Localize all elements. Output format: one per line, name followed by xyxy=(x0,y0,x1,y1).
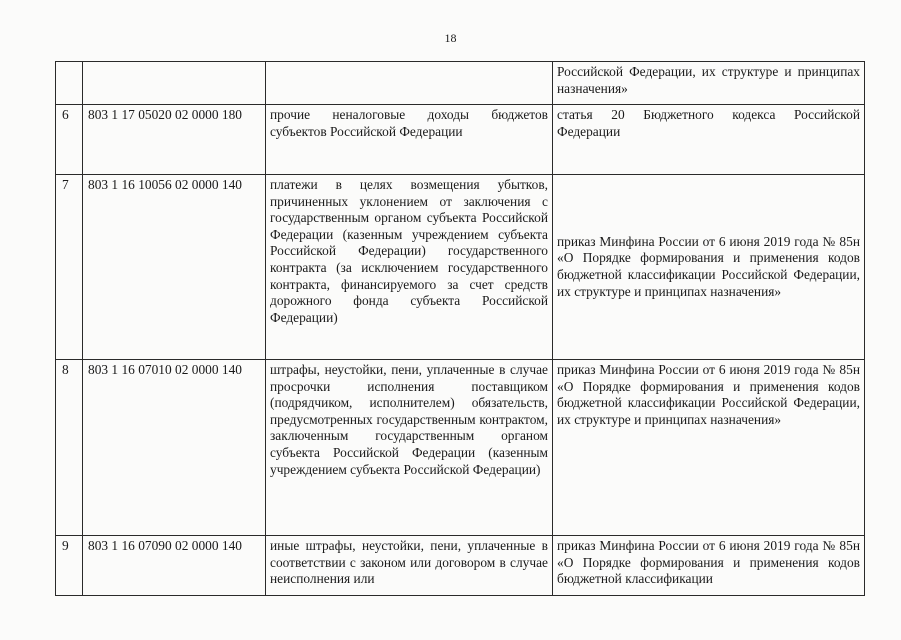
legal-basis: приказ Минфина России от 6 июня 2019 года № 85н «О Порядке формирования и применения кодов бюджетной классификации Российской Федерации, их структуре и принципах назначения» xyxy=(557,362,860,427)
row-number-cell xyxy=(56,360,83,536)
description-cell xyxy=(266,62,553,105)
code-cell xyxy=(83,175,266,360)
table-row xyxy=(56,62,865,105)
budget-code: 803 1 16 07010 02 0000 140 xyxy=(88,362,242,377)
row-number: 8 xyxy=(62,362,69,377)
table-row xyxy=(56,536,865,596)
description-cell xyxy=(266,360,553,536)
table-row xyxy=(56,105,865,175)
basis-cell xyxy=(553,105,865,175)
basis-cell xyxy=(553,360,865,536)
income-description: иные штрафы, неустойки, пени, уплаченные в соответствии с законом или договором в случае неисполнения или xyxy=(270,538,548,587)
table-row xyxy=(56,175,865,360)
legal-basis: приказ Минфина России от 6 июня 2019 года № 85н «О Порядке формирования и применения кодов бюджетной классификации xyxy=(557,538,860,587)
row-number: 6 xyxy=(62,107,69,122)
row-number-cell xyxy=(56,175,83,360)
basis-cell xyxy=(553,175,865,360)
budget-code: 803 1 17 05020 02 0000 180 xyxy=(88,107,242,122)
legal-basis: приказ Минфина России от 6 июня 2019 года № 85н «О Порядке формирования и применения кодов бюджетной классификации Российской Федерации, их структуре и принципах назначения» xyxy=(557,233,860,299)
basis-cell xyxy=(553,536,865,596)
page-number: 18 xyxy=(444,31,457,45)
row-number-cell xyxy=(56,536,83,596)
description-cell xyxy=(266,105,553,175)
code-cell xyxy=(83,360,266,536)
budget-code-table xyxy=(55,61,865,596)
legal-basis: статья 20 Бюджетного кодекса Российской Федерации xyxy=(557,107,860,139)
row-number: 9 xyxy=(62,538,69,553)
income-description: платежи в целях возмещения убытков, причиненных уклонением от заключения с государственным органом субъекта Российской Федерации (казенным учреждением субъекта Российской Федерации) государственного контракта (за исключением государственного контракта, финансируемого за счет средств дорожного фонда субъекта Российской Федерации) xyxy=(270,177,548,325)
description-cell xyxy=(266,175,553,360)
table-row xyxy=(56,360,865,536)
code-cell xyxy=(83,105,266,175)
income-description: штрафы, неустойки, пени, уплаченные в случае просрочки исполнения поставщиком (подрядчиком, исполнителем) обязательств, предусмотренных государственным контрактом, заключенным государственным органом субъекта Российской Федерации (казенным учреждением субъекта Российской Федерации) xyxy=(270,362,548,477)
row-number: 7 xyxy=(62,177,69,192)
legal-basis: Российской Федерации, их структуре и принципах назначения» xyxy=(557,64,860,96)
basis-cell xyxy=(553,62,865,105)
budget-code: 803 1 16 07090 02 0000 140 xyxy=(88,538,242,553)
row-number-cell xyxy=(56,62,83,105)
income-description: прочие неналоговые доходы бюджетов субъектов Российской Федерации xyxy=(270,107,548,139)
code-cell xyxy=(83,536,266,596)
description-cell xyxy=(266,536,553,596)
budget-code: 803 1 16 10056 02 0000 140 xyxy=(88,177,242,192)
row-number-cell xyxy=(56,105,83,175)
code-cell xyxy=(83,62,266,105)
